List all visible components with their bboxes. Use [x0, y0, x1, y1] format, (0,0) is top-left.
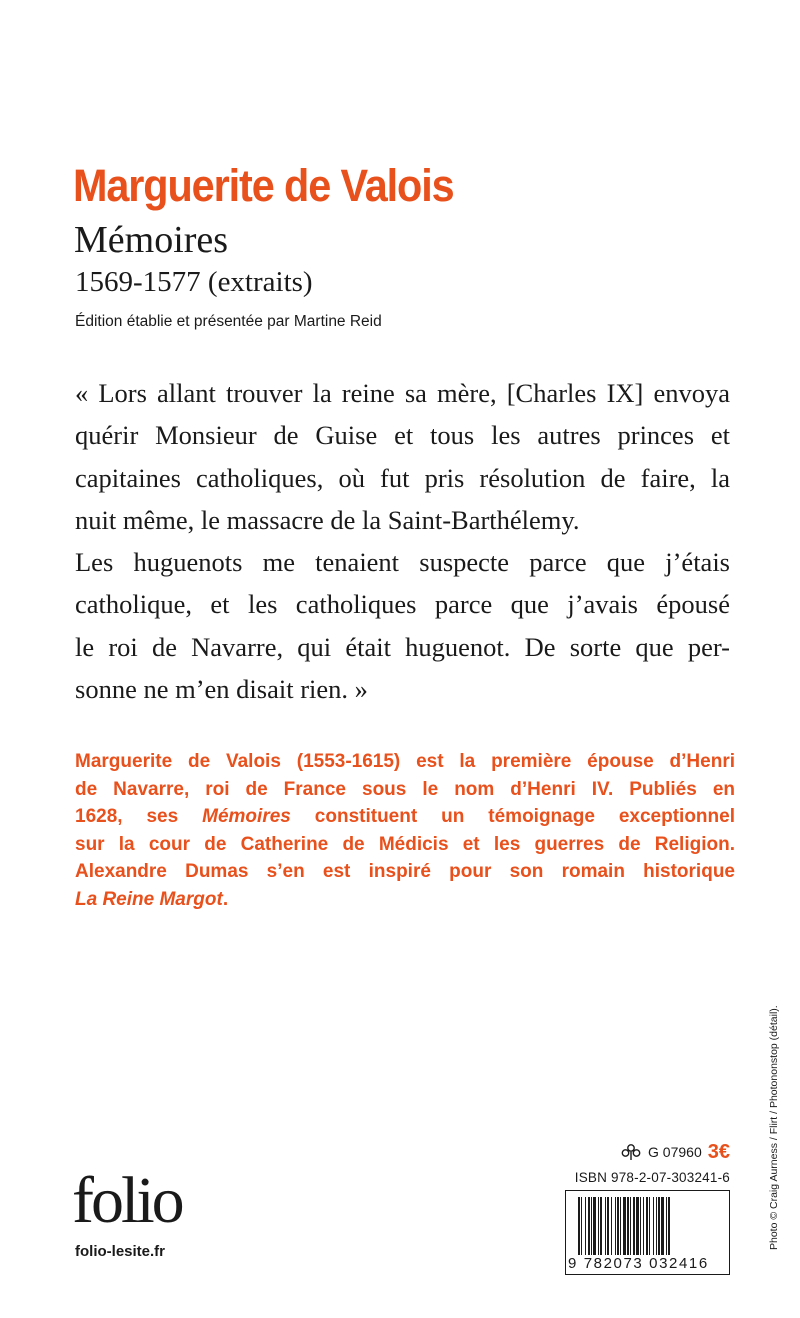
barcode-bar: [617, 1197, 619, 1255]
blurb-title-emphasis: Mémoires: [202, 806, 291, 828]
photo-credit: Photo © Craig Aurness / Flirt / Photononstop (détail).: [768, 1005, 780, 1250]
barcode-bar: [593, 1197, 596, 1255]
ean-number: 9 782073 032416: [568, 1255, 728, 1272]
price: 3€: [707, 1140, 730, 1163]
quote-line: nuit même, le massacre de la Saint-Barthélemy.: [75, 504, 580, 535]
quote-line: Les huguenots me tenaient suspecte parce que j’étais: [75, 547, 730, 578]
barcode-bar: [656, 1197, 657, 1255]
blurb-line: de Navarre, roi de France sous le nom d’Henri IV. Publiés en: [75, 778, 735, 800]
folio-logo: folio: [72, 1164, 182, 1237]
blurb-title-emphasis: La Reine Margot: [75, 888, 223, 910]
quote-line: quérir Monsieur de Guise et tous les autres princes et: [75, 420, 730, 451]
barcode-bars: [578, 1197, 718, 1255]
quote-line: sonne ne m’en disait rien. »: [75, 674, 368, 705]
barcode-bar: [588, 1197, 590, 1255]
blurb-text: .: [222, 888, 229, 910]
price-row: [620, 1140, 730, 1164]
barcode-block: [565, 1140, 730, 1275]
barcode-bar: [611, 1197, 612, 1255]
book-subtitle: 1569-1577 (extraits): [75, 266, 313, 298]
barcode-bar: [627, 1197, 629, 1255]
barcode-bar: [620, 1197, 621, 1255]
barcode-bar: [661, 1197, 664, 1255]
flower-icon: [620, 1143, 642, 1161]
barcode-bar: [623, 1197, 626, 1255]
barcode-bar: [600, 1197, 602, 1255]
book-description: [75, 748, 735, 914]
isbn: ISBN 978-2-07-303241-6: [574, 1170, 730, 1185]
barcode-bar: [643, 1197, 644, 1255]
barcode-bar: [585, 1197, 586, 1255]
blurb-line: Marguerite de Valois (1553-1615) est la première épouse d’Henri: [75, 751, 735, 772]
barcode-bar: [591, 1197, 592, 1255]
barcode-bar: [598, 1197, 599, 1255]
product-code: G 07960: [648, 1144, 702, 1160]
barcode: [565, 1190, 730, 1275]
publisher-website[interactable]: folio-lesite.fr: [75, 1243, 166, 1260]
blurb-line: sur la cour de Catherine de Médicis et les guerres de Religion.: [75, 833, 735, 855]
quote-line: le roi de Navarre, qui était huguenot. De sorte que per-: [75, 631, 730, 662]
barcode-bar: [633, 1197, 635, 1255]
blurb-line: [75, 803, 735, 831]
barcode-bar: [666, 1197, 667, 1255]
barcode-bar: [607, 1197, 609, 1255]
blurb-line: Alexandre Dumas s’en est inspiré pour son romain historique: [75, 861, 735, 883]
barcode-bar: [658, 1197, 660, 1255]
barcode-bar: [615, 1197, 616, 1255]
barcode-bar: [653, 1197, 654, 1255]
barcode-bar: [630, 1197, 631, 1255]
blurb-text: 1628, ses: [75, 806, 203, 828]
blurb-line: [75, 886, 735, 914]
barcode-bar: [668, 1197, 670, 1255]
edition-note: Édition établie et présentée par Martine Reid: [75, 313, 382, 330]
book-title: Mémoires: [74, 219, 229, 261]
quote-line: capitaines catholiques, où fut pris résolution de faire, la: [75, 462, 730, 493]
barcode-bar: [649, 1197, 650, 1255]
quote-excerpt: [75, 372, 730, 710]
blurb-text: constituent un témoignage exceptionnel: [290, 806, 735, 828]
quote-line: catholique, et les catholiques parce que j’avais épousé: [75, 589, 730, 620]
quote-line: « Lors allant trouver la reine sa mère, [Charles IX] envoya: [75, 378, 730, 408]
barcode-bar: [581, 1197, 582, 1255]
author-name: Marguerite de Valois: [73, 160, 454, 211]
barcode-bar: [605, 1197, 606, 1255]
barcode-bar: [578, 1197, 580, 1255]
barcode-bar: [636, 1197, 639, 1255]
barcode-bar: [640, 1197, 641, 1255]
barcode-bar: [646, 1197, 648, 1255]
